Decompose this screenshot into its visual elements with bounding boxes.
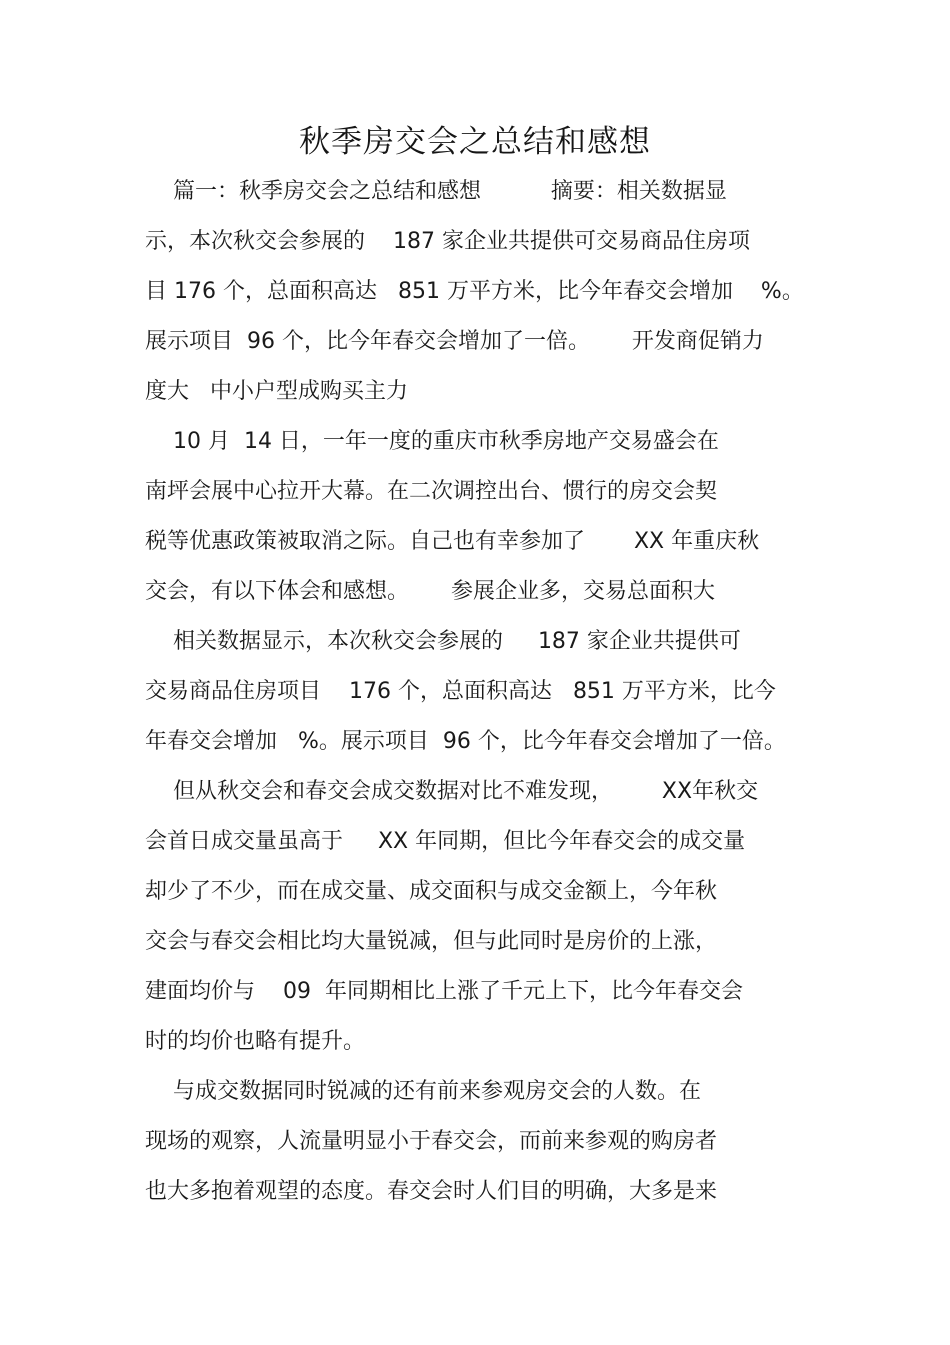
text-line: 相关数据显示，本次秋交会参展的 187 家企业共提供可 — [145, 629, 741, 654]
text-line: 度大 中小户型成购买主力 — [145, 379, 408, 404]
text-line: 篇一：秋季房交会之总结和感想 摘要：相关数据显 — [145, 179, 727, 204]
text-line: 也大多抱着观望的态度。春交会时人们目的明确，大多是来 — [145, 1179, 718, 1204]
text-line: 交易商品住房项目 176 个，总面积高达 851 万平方米，比今 — [145, 679, 776, 704]
text-line: 却少了不少，而在成交量、成交面积与成交金额上，今年秋 — [145, 879, 718, 904]
text-line: 示，本次秋交会参展的 187 家企业共提供可交易商品住房项 — [145, 229, 750, 254]
text-line: 10 月 14 日，一年一度的重庆市秋季房地产交易盛会在 — [145, 429, 719, 454]
text-line: 但从秋交会和春交会成交数据对比不难发现， XX年秋交 — [145, 779, 759, 804]
text-line: 年春交会增加 %。展示项目 96 个，比今年春交会增加了一倍。 — [145, 729, 786, 754]
text-line: 交会与春交会相比均大量锐减，但与此同时是房价的上涨， — [145, 929, 718, 954]
text-line: 展示项目 96 个，比今年春交会增加了一倍。 开发商促销力 — [145, 329, 764, 354]
text-line: 南坪会展中心拉开大幕。在二次调控出台、惯行的房交会契 — [145, 479, 718, 504]
text-line: 建面均价与 09 年同期相比上涨了千元上下，比今年春交会 — [145, 979, 743, 1004]
text-line: 现场的观察，人流量明显小于春交会，而前来参观的购房者 — [145, 1129, 718, 1154]
text-line: 目 176 个，总面积高达 851 万平方米，比今年春交会增加 %。 — [145, 279, 804, 304]
text-line: 会首日成交量虽高于 XX 年同期，但比今年春交会的成交量 — [145, 829, 746, 854]
text-line: 时的均价也略有提升。 — [145, 1029, 366, 1054]
text-line: 与成交数据同时锐减的还有前来参观房交会的人数。在 — [145, 1079, 701, 1104]
text-line: 交会，有以下体会和感想。 参展企业多，交易总面积大 — [145, 579, 715, 604]
text-line: 税等优惠政策被取消之际。自己也有幸参加了 XX 年重庆秋 — [145, 529, 760, 554]
document-title: 秋季房交会之总结和感想 — [299, 124, 651, 160]
